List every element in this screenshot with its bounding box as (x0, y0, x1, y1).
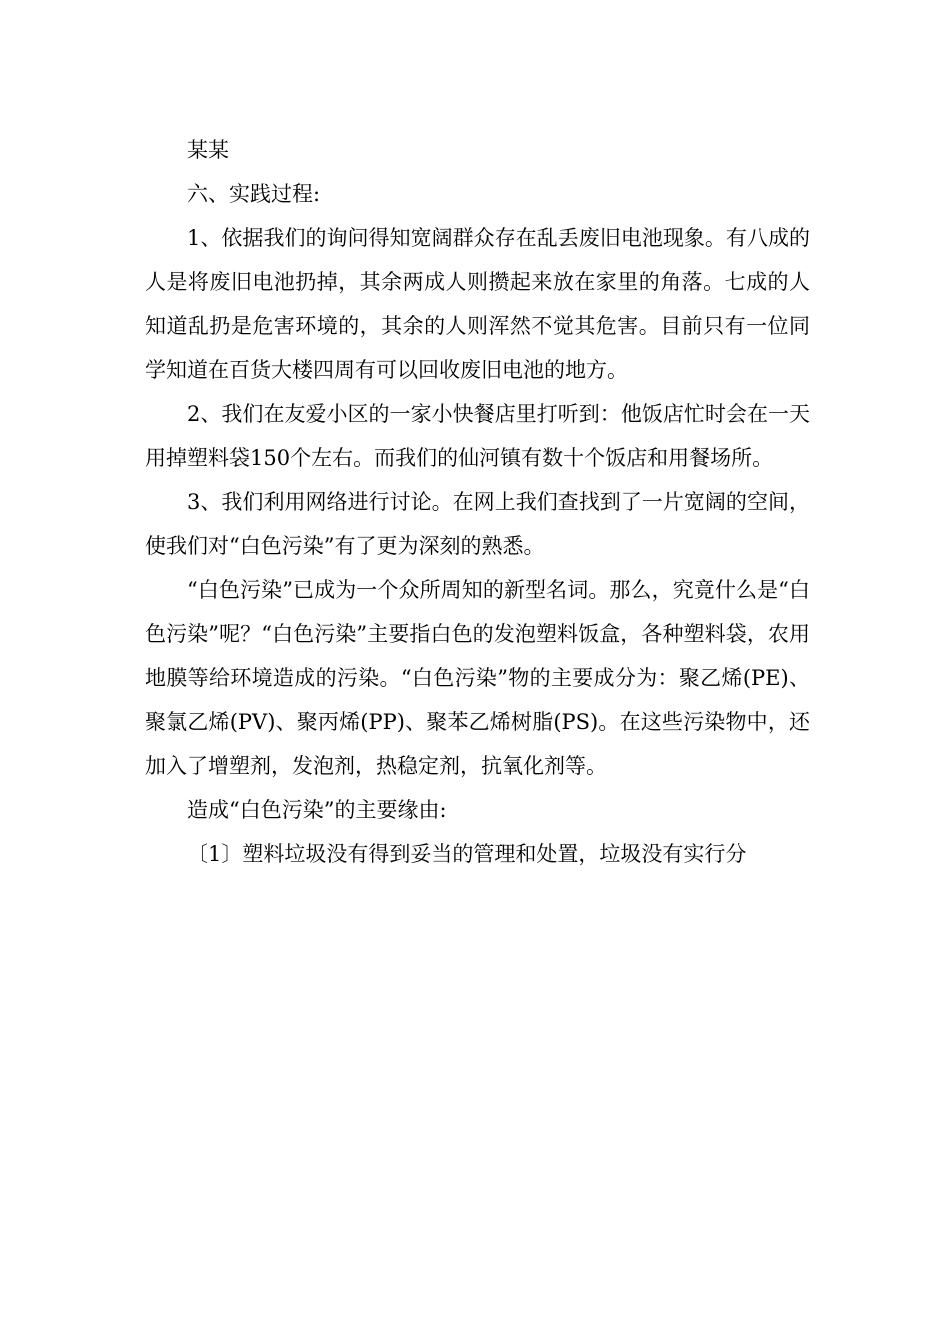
author-line: 某某 (187, 138, 229, 162)
paragraph-2: 2、我们在友爱小区的一家小快餐店里打听到：他饭店忙时会在一天用掉塑料袋150个左右。而我们的仙河镇有数十个饭店和用餐场所。 (145, 402, 810, 470)
paragraph-1: 1、依据我们的询问得知宽阔群众存在乱丢废旧电池现象。有八成的人是将废旧电池扔掉，其余两成人则攒起来放在家里的角落。七成的人知道乱扔是危害环境的，其余的人则浑然不觉其危害。目前只有一位同学知道在百货大楼四周有可以回收废旧电池的地方。 (145, 226, 810, 382)
paragraph-3: 3、我们利用网络进行讨论。在网上我们查找到了一片宽阔的空间，使我们对“白色污染”有了更为深刻的熟悉。 (145, 490, 810, 558)
paragraph-5: 造成“白色污染”的主要缘由: (187, 798, 447, 822)
document-body (145, 128, 810, 876)
paragraph-4: “白色污染”已成为一个众所周知的新型名词。那么，究竟什么是“白色污染”呢？“白色污染”主要指白色的发泡塑料饭盒，各种塑料袋，农用地膜等给环境造成的污染。“白色污染”物的主要成分为：聚乙烯(PE)、聚氯乙烯(PV)、聚丙烯(PP)、聚苯乙烯树脂(PS)。在这些污染物中，还加入了增塑剂，发泡剂，热稳定剂，抗氧化剂等。 (145, 578, 810, 778)
paragraph-6: 〔1〕塑料垃圾没有得到妥当的管理和处置，垃圾没有实行分 (187, 842, 747, 866)
section-heading: 六、实践过程: (187, 182, 321, 206)
